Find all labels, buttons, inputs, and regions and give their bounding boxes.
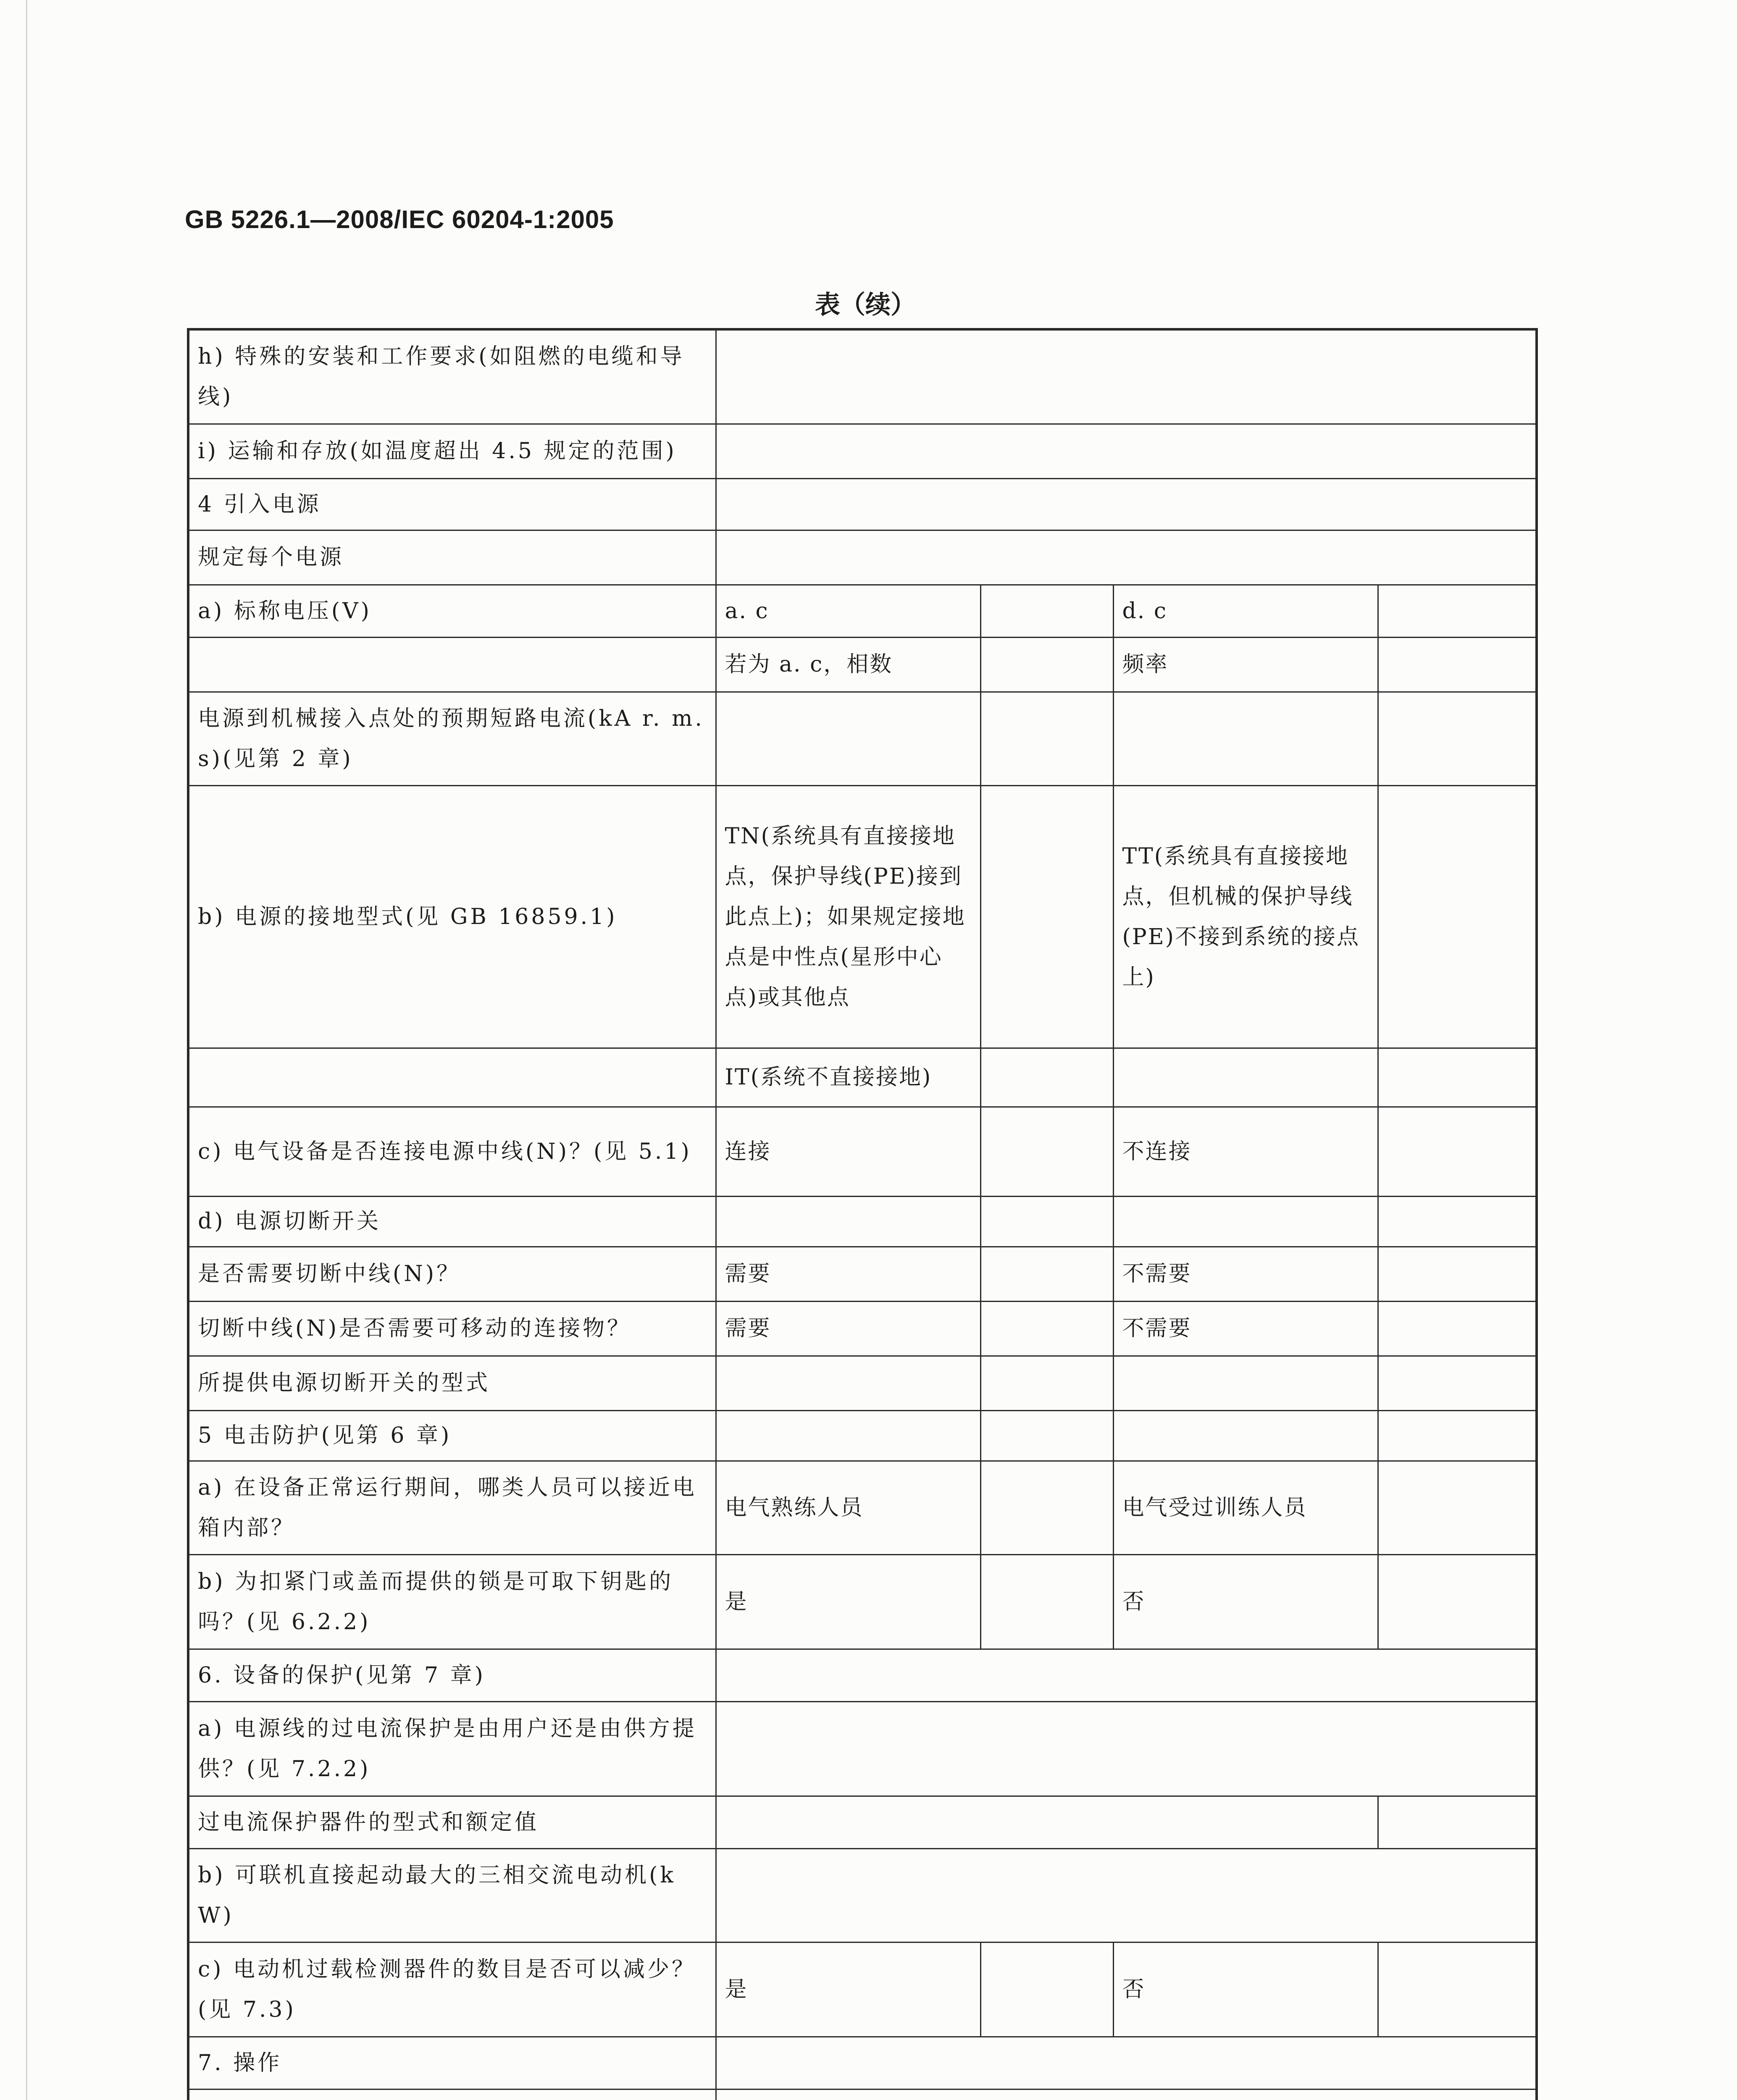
table-row <box>188 329 1537 424</box>
question-cell: 规定每个电源 <box>188 530 716 585</box>
answer-cell[interactable] <box>716 2089 1537 2100</box>
answer-cell[interactable] <box>716 1649 1537 1701</box>
table-row <box>188 1461 1537 1554</box>
answer-cell[interactable] <box>980 1048 1113 1107</box>
answer-cell[interactable] <box>980 637 1113 692</box>
table-row <box>188 1796 1537 1848</box>
option-label-cell: 否 <box>1113 1942 1378 2037</box>
table-row <box>188 1196 1537 1247</box>
question-cell: 5 电击防护(见第 6 章) <box>188 1410 716 1461</box>
option-label-cell: 否 <box>1113 1554 1378 1649</box>
table-row <box>188 785 1537 1048</box>
table-row <box>188 1848 1537 1942</box>
answer-cell[interactable] <box>1378 1247 1537 1301</box>
answer-cell[interactable] <box>716 2037 1537 2089</box>
answer-cell[interactable] <box>716 1796 1378 1848</box>
answer-cell[interactable] <box>1378 1048 1537 1107</box>
question-cell: 7. 操作 <box>188 2037 716 2089</box>
option-label-cell: 电气受过训练人员 <box>1113 1461 1378 1554</box>
answer-cell[interactable] <box>716 1196 980 1247</box>
question-cell <box>188 2089 716 2100</box>
question-cell: a) 在设备正常运行期间，哪类人员可以接近电箱内部？ <box>188 1461 716 1554</box>
question-cell: b) 可联机直接起动最大的三相交流电动机(kW) <box>188 1848 716 1942</box>
table-row <box>188 692 1537 785</box>
table-caption: 表（续） <box>815 290 916 320</box>
option-label-cell: 电气熟练人员 <box>716 1461 980 1554</box>
question-cell: c) 电动机过载检测器件的数目是否可以减少？(见 7.3) <box>188 1942 716 2037</box>
answer-cell[interactable] <box>1378 1942 1537 2037</box>
answer-cell[interactable] <box>1113 1356 1378 1410</box>
option-label-cell <box>1113 1048 1378 1107</box>
question-cell: 过电流保护器件的型式和额定值 <box>188 1796 716 1848</box>
answer-cell[interactable] <box>1378 637 1537 692</box>
table-row <box>188 1301 1537 1356</box>
question-cell <box>188 637 716 692</box>
option-label-cell: 若为 a. c，相数 <box>716 637 980 692</box>
page-edge-line <box>26 0 27 2100</box>
answer-cell[interactable] <box>980 1356 1113 1410</box>
option-label-cell: d. c <box>1113 585 1378 637</box>
answer-cell[interactable] <box>980 1107 1113 1196</box>
answer-cell[interactable] <box>980 1942 1113 2037</box>
option-label-cell: 不连接 <box>1113 1107 1378 1196</box>
answer-cell[interactable] <box>716 530 1537 585</box>
question-cell: b) 电源的接地型式(见 GB 16859.1) <box>188 785 716 1048</box>
answer-cell[interactable] <box>980 1554 1113 1649</box>
option-label-cell: 不需要 <box>1113 1301 1378 1356</box>
answer-cell[interactable] <box>980 1247 1113 1301</box>
question-cell: 是否需要切断中线(N)？ <box>188 1247 716 1301</box>
table-row <box>188 1701 1537 1796</box>
table-row <box>188 478 1537 530</box>
option-label-cell: 是 <box>716 1942 980 2037</box>
question-cell: 电源到机械接入点处的预期短路电流(kA r. m. s)(见第 2 章) <box>188 692 716 785</box>
answer-cell[interactable] <box>716 1848 1537 1942</box>
answer-cell[interactable] <box>1378 1301 1537 1356</box>
question-cell: 切断中线(N)是否需要可移动的连接物？ <box>188 1301 716 1356</box>
table-row <box>188 1247 1537 1301</box>
answer-cell[interactable] <box>1113 1410 1378 1461</box>
answer-cell[interactable] <box>1378 1196 1537 1247</box>
question-cell: a) 电源线的过电流保护是由用户还是由供方提供？(见 7.2.2) <box>188 1701 716 1796</box>
table-row <box>188 1048 1537 1107</box>
option-label-cell: a. c <box>716 585 980 637</box>
table-row <box>188 1942 1537 2037</box>
table-row <box>188 1410 1537 1461</box>
option-label-cell: TT(系统具有直接接地点，但机械的保护导线(PE)不接到系统的接点上) <box>1113 785 1378 1048</box>
table-row <box>188 424 1537 478</box>
question-cell: 6. 设备的保护(见第 7 章) <box>188 1649 716 1701</box>
option-label-cell: 需要 <box>716 1247 980 1301</box>
answer-cell[interactable] <box>716 424 1537 478</box>
option-label-cell: 连接 <box>716 1107 980 1196</box>
spec-table-wrapper <box>187 328 1535 2100</box>
answer-cell[interactable] <box>1378 1796 1537 1848</box>
question-cell: a) 标称电压(V) <box>188 585 716 637</box>
option-label-cell: 是 <box>716 1554 980 1649</box>
question-cell: 4 引入电源 <box>188 478 716 530</box>
answer-cell[interactable] <box>980 585 1113 637</box>
answer-cell[interactable] <box>980 1461 1113 1554</box>
spec-table <box>187 328 1538 2100</box>
table-row <box>188 1107 1537 1196</box>
answer-cell[interactable] <box>980 785 1113 1048</box>
question-cell: i) 运输和存放(如温度超出 4.5 规定的范围) <box>188 424 716 478</box>
option-label-cell: 不需要 <box>1113 1247 1378 1301</box>
question-cell <box>188 1048 716 1107</box>
table-row <box>188 2089 1537 2100</box>
question-cell: c) 电气设备是否连接电源中线(N)？(见 5.1) <box>188 1107 716 1196</box>
table-row <box>188 1649 1537 1701</box>
option-label-cell: IT(系统不直接接地) <box>716 1048 980 1107</box>
answer-cell[interactable] <box>716 478 1537 530</box>
answer-cell[interactable] <box>1113 1196 1378 1247</box>
answer-cell[interactable] <box>980 692 1113 785</box>
answer-cell[interactable] <box>1378 785 1537 1048</box>
table-row <box>188 585 1537 637</box>
answer-cell[interactable] <box>716 692 980 785</box>
answer-cell[interactable] <box>1378 692 1537 785</box>
question-cell: d) 电源切断开关 <box>188 1196 716 1247</box>
answer-cell[interactable] <box>716 1356 980 1410</box>
answer-cell[interactable] <box>1378 1410 1537 1461</box>
answer-cell[interactable] <box>980 1301 1113 1356</box>
answer-cell[interactable] <box>980 1410 1113 1461</box>
answer-cell[interactable] <box>1378 1356 1537 1410</box>
table-row <box>188 2037 1537 2089</box>
option-label-cell: TN(系统具有直接接地点，保护导线(PE)接到此点上)；如果规定接地点是中性点(星形中心点)或其他点 <box>716 785 980 1048</box>
table-row <box>188 1356 1537 1410</box>
answer-cell[interactable] <box>716 329 1537 424</box>
answer-cell[interactable] <box>1113 692 1378 785</box>
question-cell: b) 为扣紧门或盖而提供的锁是可取下钥匙的吗？(见 6.2.2) <box>188 1554 716 1649</box>
question-cell: 所提供电源切断开关的型式 <box>188 1356 716 1410</box>
answer-cell[interactable] <box>716 1410 980 1461</box>
table-row <box>188 530 1537 585</box>
answer-cell[interactable] <box>1378 1107 1537 1196</box>
option-label-cell: 需要 <box>716 1301 980 1356</box>
answer-cell[interactable] <box>716 1701 1537 1796</box>
option-label-cell: 频率 <box>1113 637 1378 692</box>
standard-header: GB 5226.1—2008/IEC 60204-1:2005 <box>185 205 614 234</box>
answer-cell[interactable] <box>1378 1554 1537 1649</box>
answer-cell[interactable] <box>1378 585 1537 637</box>
answer-cell[interactable] <box>1378 1461 1537 1554</box>
answer-cell[interactable] <box>980 1196 1113 1247</box>
table-row <box>188 637 1537 692</box>
question-cell: h) 特殊的安装和工作要求(如阻燃的电缆和导线) <box>188 329 716 424</box>
table-row <box>188 1554 1537 1649</box>
